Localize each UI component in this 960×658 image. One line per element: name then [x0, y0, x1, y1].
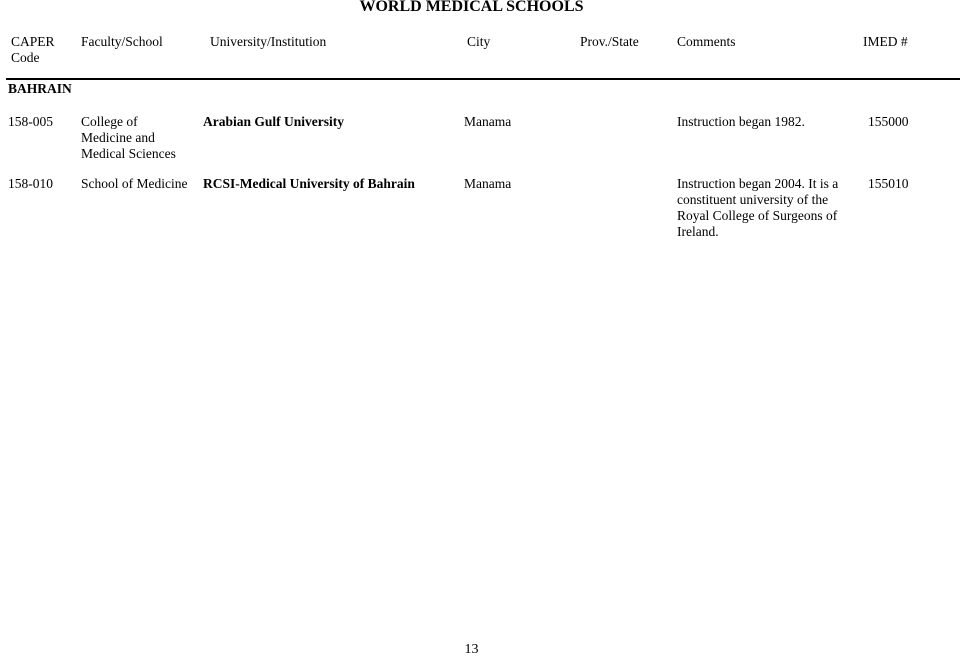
header-divider	[6, 78, 960, 80]
row-faculty: College of Medicine and Medical Sciences	[81, 114, 176, 161]
header-imed: IMED #	[863, 34, 908, 49]
row-city: Manama	[464, 176, 512, 191]
row-city: Manama	[464, 114, 512, 129]
header-faculty: Faculty/School	[81, 34, 163, 49]
country-heading: BAHRAIN	[8, 81, 72, 96]
row-comments: Instruction began 2004. It is a constituent university of the Royal College of Surgeons of Ireland.	[677, 176, 839, 239]
header-caper-code-line1: CAPER	[11, 34, 55, 49]
row-faculty: School of Medicine	[81, 176, 188, 191]
header-prov-state: Prov./State	[580, 34, 639, 49]
header-caper-code	[11, 34, 55, 66]
header-comments: Comments	[677, 34, 736, 49]
row-university: RCSI-Medical University of Bahrain	[203, 176, 415, 191]
row-caper-code: 158-005	[8, 114, 53, 129]
header-city: City	[467, 34, 491, 49]
header-caper-code-line2: Code	[11, 50, 40, 65]
row-comments: Instruction began 1982.	[677, 114, 805, 129]
row-imed: 155010	[868, 176, 909, 191]
page-number: 13	[464, 642, 479, 657]
header-university: University/Institution	[210, 34, 327, 49]
document-title: WORLD MEDICAL SCHOOLS	[359, 0, 584, 15]
row-caper-code: 158-010	[8, 176, 53, 191]
row-imed: 155000	[868, 114, 909, 129]
row-university: Arabian Gulf University	[203, 114, 345, 129]
